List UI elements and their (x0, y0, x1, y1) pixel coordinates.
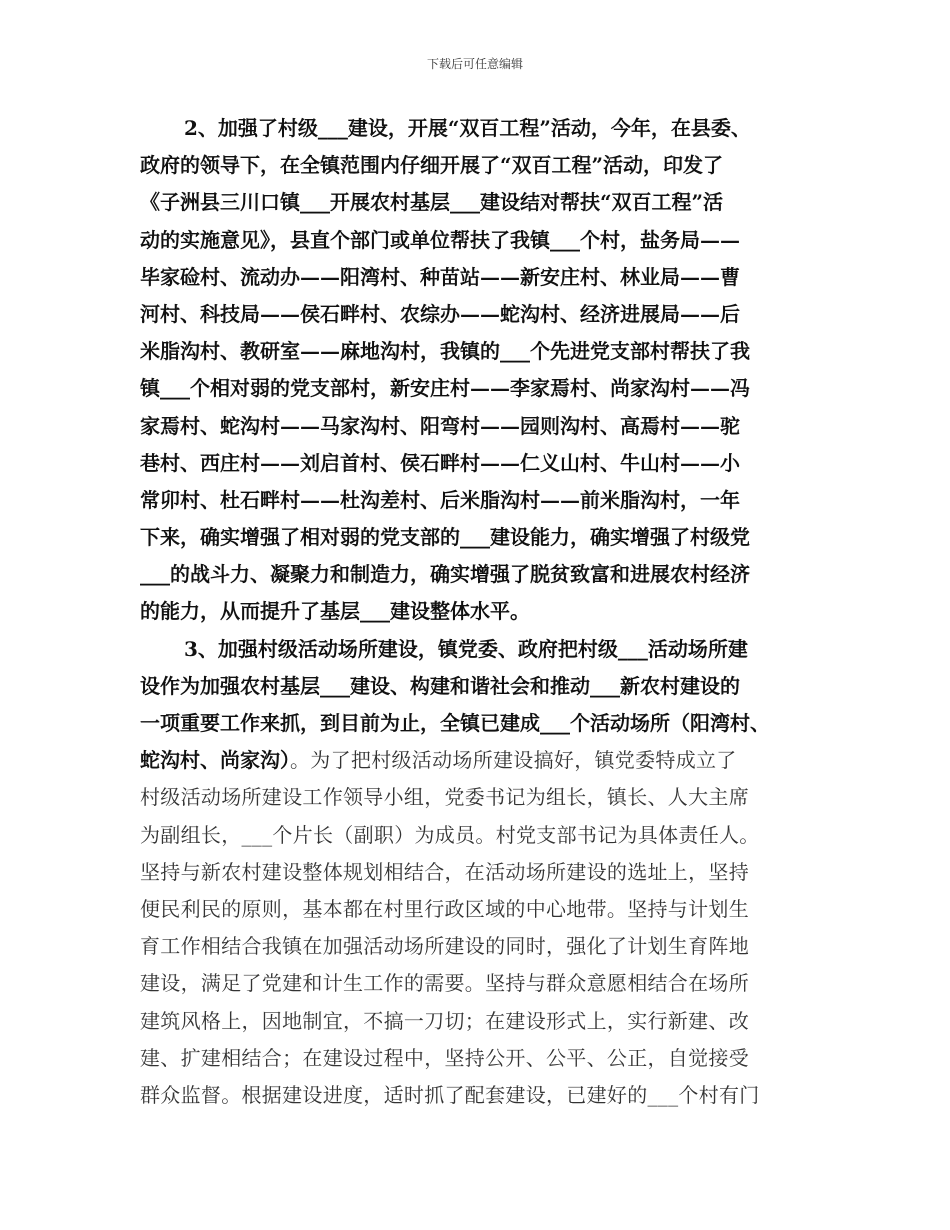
paragraph-3-bold-part (140, 631, 812, 780)
text-line: 河村、科技局——侯石畔村、农综办——蛇沟村、经济进展局——后 (140, 301, 740, 326)
text-line: 建设，满足了党建和计生工作的需要。坚持与群众意愿相结合在场所 (140, 971, 749, 996)
text-line: 坚持与新农村建设整体规划相结合，在活动场所建设的选址上，坚持 (140, 859, 749, 884)
text-line: ___的战斗力、凝聚力和制造力，确实增强了脱贫致富和进展农村经济 (140, 562, 750, 587)
page-header: 下载后可任意编辑 (426, 57, 523, 71)
paragraph-3-regular-part (140, 779, 812, 1114)
text-line: 一项重要工作来抓，到目前为止，全镇已建成___个活动场所（阳湾村、 (140, 711, 770, 735)
text-line: 米脂沟村、教研室——麻地沟村，我镇的___个先进党支部村帮扶了我 (140, 339, 750, 364)
text-line: 建、扩建相结合；在建设过程中，坚持公开、公平、公正，自觉接受 (140, 1045, 749, 1070)
text-line: 2、加强了村级___建设，开展“双百工程”活动，今年，在县委、 (184, 116, 751, 140)
text-line: 政府的领导下，在全镇范围内仔细开展了“双百工程”活动，印发了 (140, 153, 724, 178)
bold-segment: 蛇沟村、尚家沟） (140, 748, 290, 773)
text-line: 村级活动场所建设工作领导小组，党委书记为组长，镇长、人大主席 (140, 785, 749, 810)
text-line: 动的实施意见》，县直个部门或单位帮扶了我镇___个村，盐务局—— (140, 227, 740, 252)
text-line: 3、加强村级活动场所建设，镇党委、政府把村级___活动场所建 (184, 636, 748, 661)
mixed-text-line (140, 742, 812, 779)
text-line: 镇___个相对弱的党支部村，新安庄村——李家焉村、尚家沟村——冯 (140, 376, 750, 401)
text-line: 毕家硷村、流动办——阳湾村、种苗站——新安庄村、林业局——曹 (140, 264, 740, 289)
text-line: 巷村、西庄村——刘启首村、侯石畔村——仁义山村、牛山村——小 (140, 450, 740, 475)
text-line: 下来，确实增强了相对弱的党支部的___建设能力，确实增强了村级党 (140, 525, 750, 550)
text-line: 建筑风格上，因地制宜，不搞一刀切；在建设形式上，实行新建、改 (140, 1008, 749, 1033)
text-line: 为副组长，___个片长（副职）为成员。村党支部书记为具体责任人。 (140, 822, 760, 847)
text-line: 群众监督。根据建设进度，适时抓了配套建设，已建好的___个村有门 (140, 1082, 760, 1107)
document-body (140, 110, 812, 1114)
text-line: 便民利民的原则，基本都在村里行政区域的中心地带。坚持与计划生 (140, 896, 749, 921)
paragraph-3 (140, 631, 812, 1114)
text-line: 常卯村、杜石畔村——杜沟差村、后米脂沟村——前米脂沟村，一年 (140, 487, 740, 512)
text-line: 育工作相结合我镇在加强活动场所建设的同时，强化了计划生育阵地 (140, 934, 749, 959)
text-line: 的能力，从而提升了基层___建设整体水平。 (140, 599, 530, 624)
text-line: 设作为加强农村基层___建设、构建和谐社会和推动___新农村建设的 (140, 673, 740, 698)
paragraph-2 (140, 110, 812, 631)
text-line: 家焉村、蛇沟村——马家沟村、阳弯村——园则沟村、高焉村——驼 (140, 413, 740, 438)
text-line: 《子洲县三川口镇___开展农村基层___建设结对帮扶“双百工程”活 (140, 190, 724, 215)
regular-segment: 。为了把村级活动场所建设搞好，镇党委特成立了 (290, 748, 737, 773)
